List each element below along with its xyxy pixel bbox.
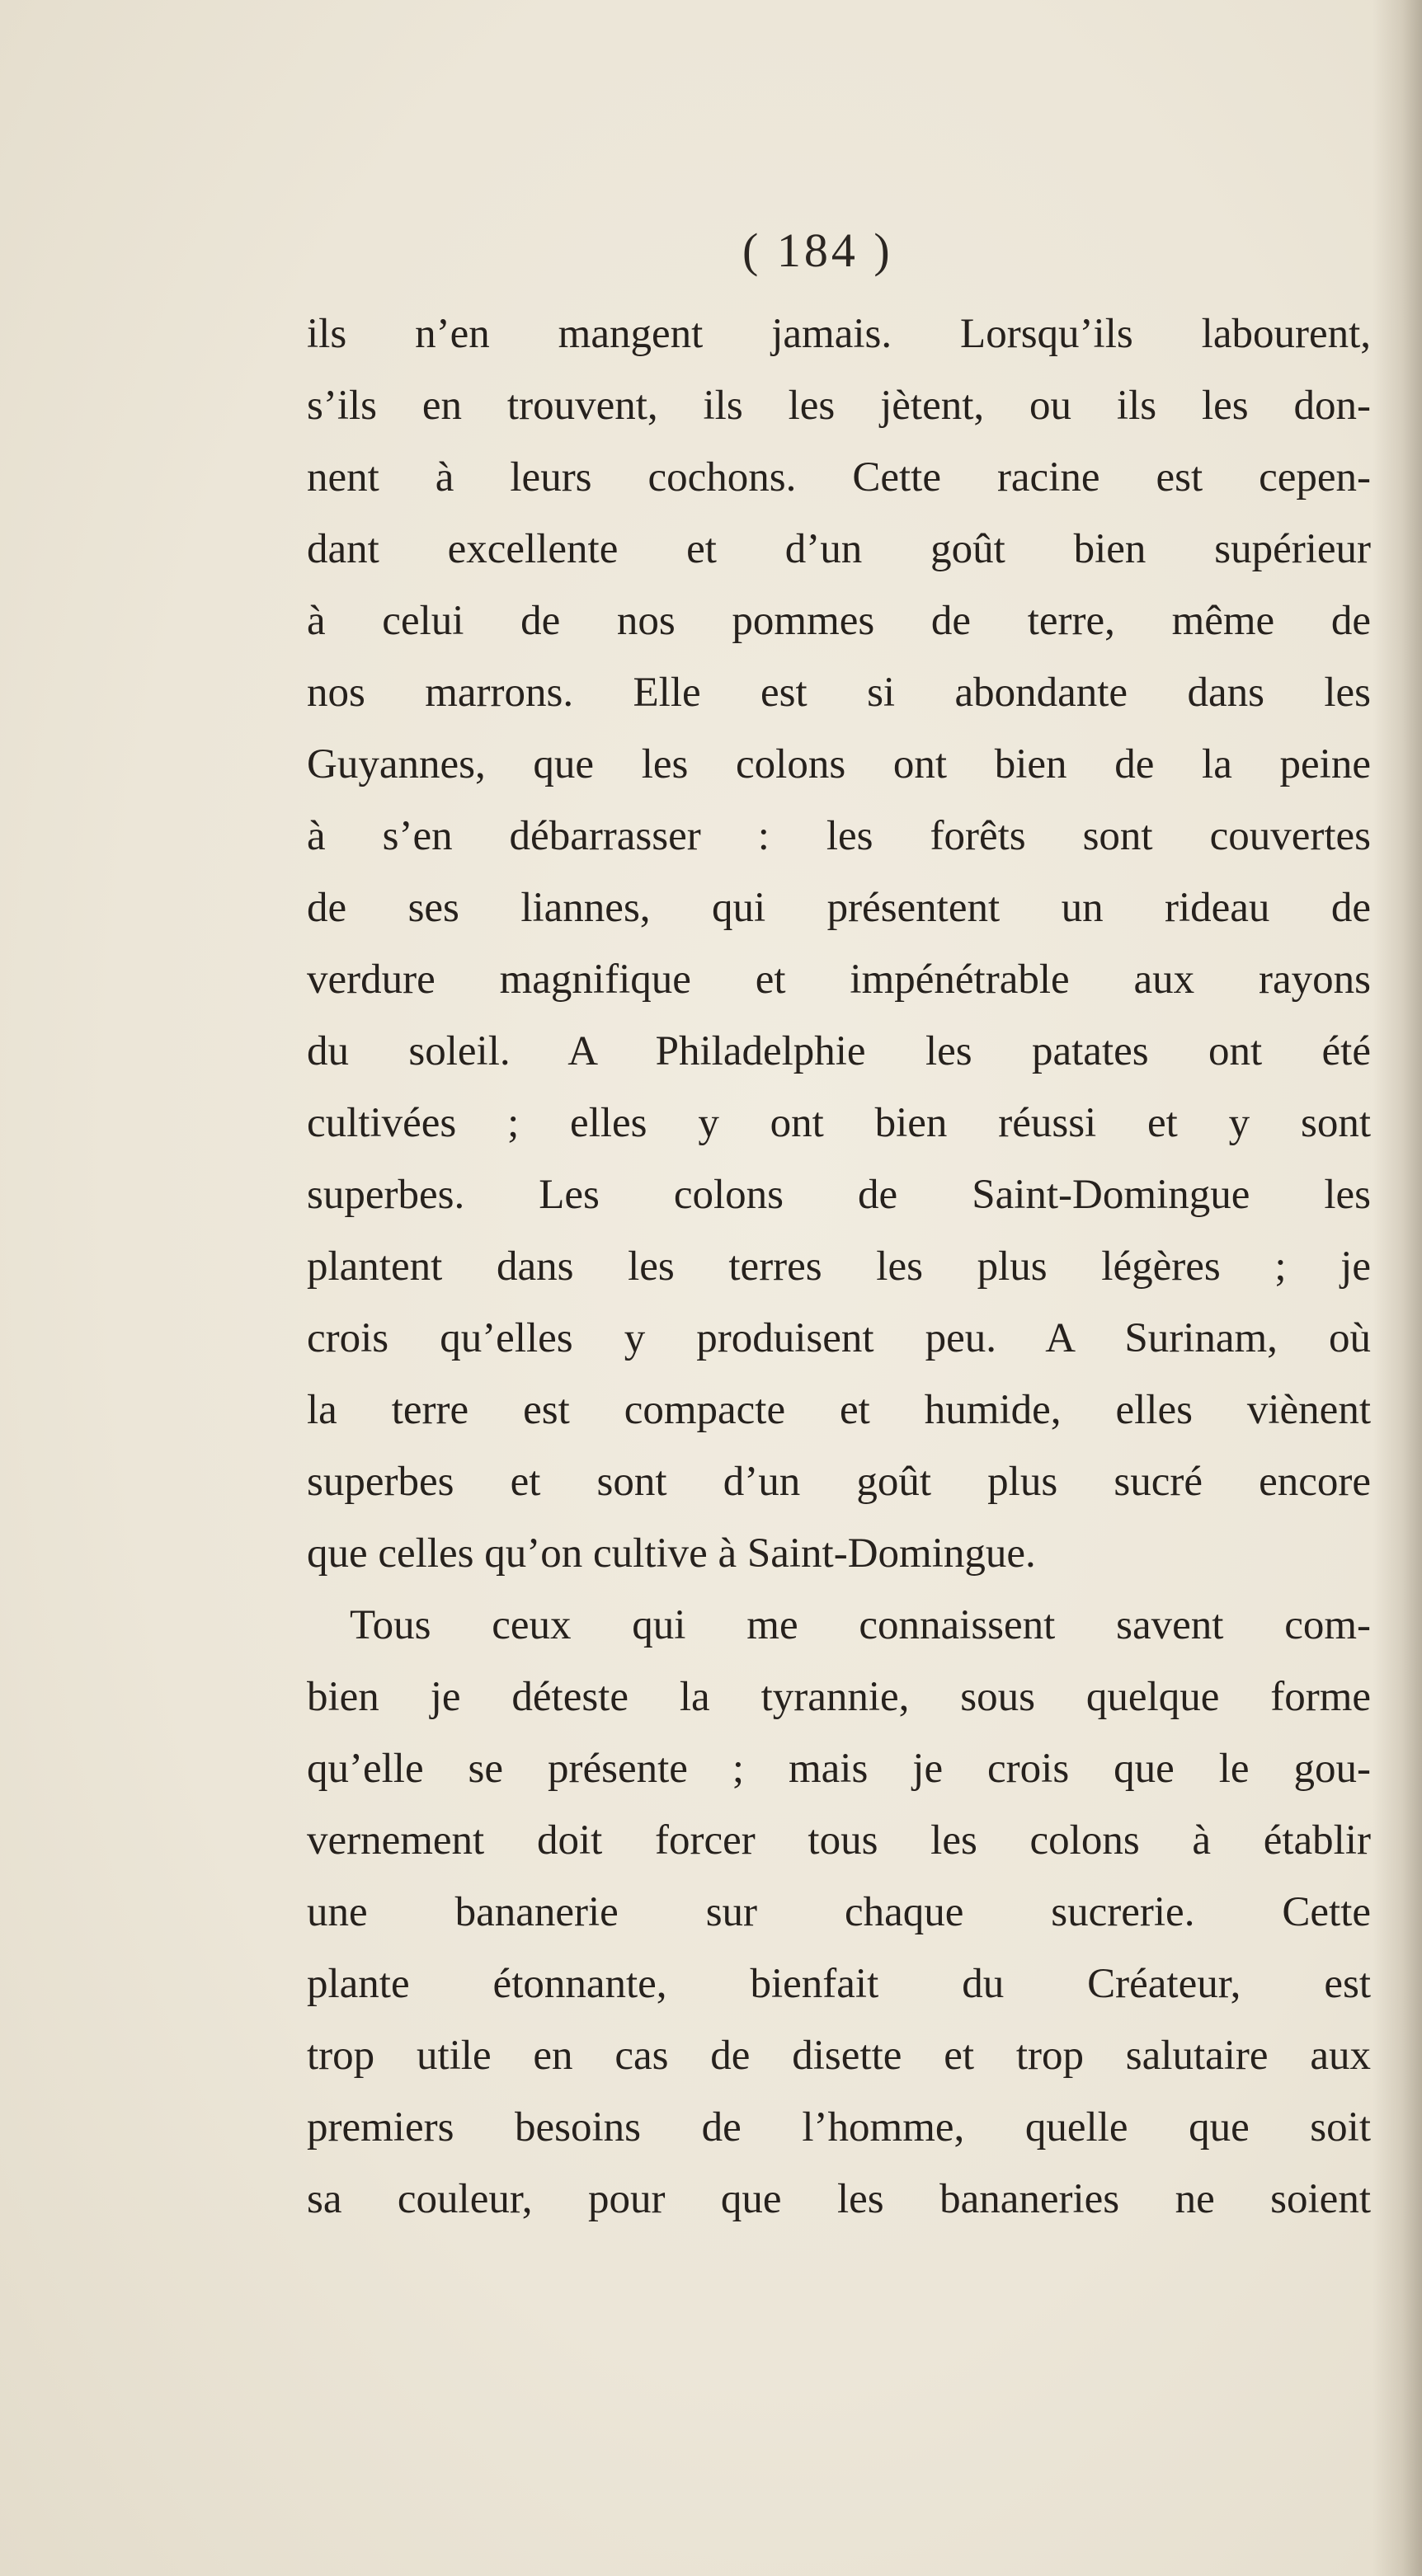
page-number: ( 184 ) [742, 223, 893, 277]
text-line: superbes. Les colons de Saint-Domingue les [307, 1172, 1371, 1218]
text-line: de ses liannes, qui présentent un rideau de [307, 885, 1371, 931]
text-line: une bananerie sur chaque sucrerie. Cette [307, 1889, 1371, 1935]
text-line: qu’elle se présente ; mais je crois que le gou- [307, 1746, 1371, 1792]
text-line: nent à leurs cochons. Cette racine est cepen- [307, 454, 1371, 501]
text-line: Guyannes, que les colons ont bien de la peine [307, 741, 1371, 787]
text-line: superbes et sont d’un goût plus sucré encore [307, 1459, 1371, 1505]
text-line: que celles qu’on cultive à Saint-Domingue. [307, 1530, 1036, 1577]
text-line: à celui de nos pommes de terre, même de [307, 598, 1371, 644]
text-line: plantent dans les terres les plus légères ; je [307, 1243, 1371, 1290]
text-line: la terre est compacte et humide, elles viènent [307, 1387, 1371, 1433]
text-line: à s’en débarrasser : les forêts sont couvertes [307, 813, 1371, 859]
text-line: vernement doit forcer tous les colons à établir [307, 1817, 1371, 1864]
text-line: crois qu’elles y produisent peu. A Surinam, où [307, 1315, 1371, 1361]
text-line: sa couleur, pour que les bananeries ne soient [307, 2176, 1371, 2222]
text-line: plante étonnante, bienfait du Créateur, est [307, 1961, 1371, 2007]
text-line: trop utile en cas de disette et trop salutaire aux [307, 2033, 1371, 2079]
text-line: premiers besoins de l’homme, quelle que soit [307, 2104, 1371, 2151]
text-line: dant excellente et d’un goût bien supérieur [307, 526, 1371, 572]
text-line: Tous ceux qui me connaissent savent com- [350, 1602, 1371, 1648]
text-line: s’ils en trouvent, ils les jètent, ou ils les don- [307, 383, 1371, 429]
text-line: cultivées ; elles y ont bien réussi et y sont [307, 1100, 1371, 1146]
text-line: bien je déteste la tyrannie, sous quelque forme [307, 1674, 1371, 1720]
text-line: ils n’en mangent jamais. Lorsqu’ils labourent, [307, 311, 1371, 357]
page-edge-shadow [1373, 0, 1422, 2576]
text-line: du soleil. A Philadelphie les patates ont été [307, 1028, 1371, 1074]
text-line: nos marrons. Elle est si abondante dans les [307, 670, 1371, 716]
body-text [307, 298, 1371, 2235]
text-line: verdure magnifique et impénétrable aux rayons [307, 957, 1371, 1003]
